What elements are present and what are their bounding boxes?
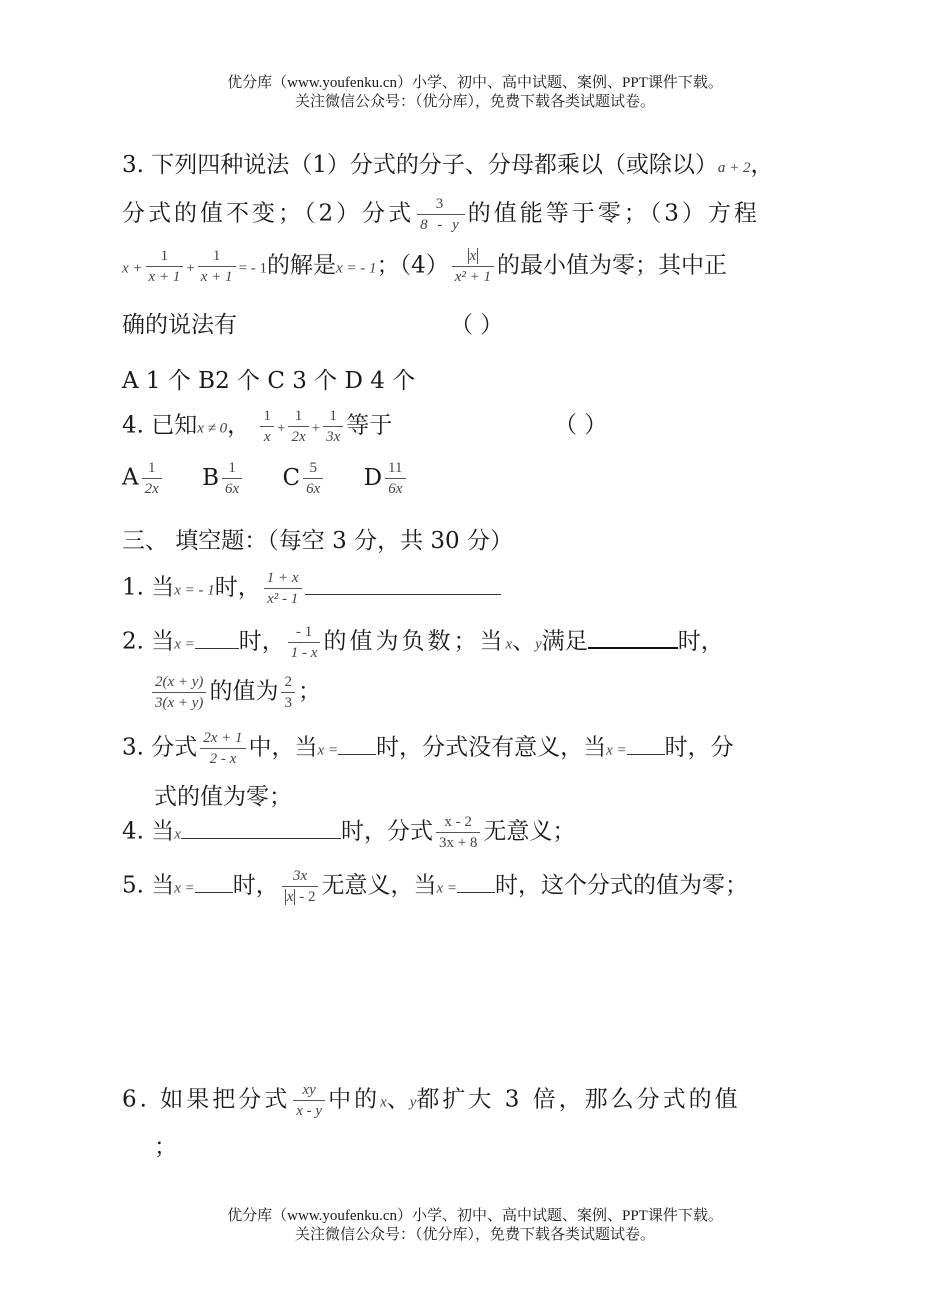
fill-5: 5. 当x = 时， $\frac{3x}{x - 2}$ 无意义，当x = 时，这个分式的值为零； — [122, 868, 748, 905]
q4-option-d-fraction: $\frac{11}{6x}$ — [385, 458, 405, 499]
fill-1: 1. 当x = - 1时， $\frac{1 + x}{\text{x² - 1}}$ — [122, 568, 832, 609]
page-footer-line2: 关注微信公众号：（优分库），免费下载各类试题试卷。 — [294, 1227, 655, 1243]
fill-3-blank-1[interactable] — [338, 736, 376, 755]
page-footer-line1: 优分库（www.youfenku.cn）小学、初中、高中试题、案例、PPT课件下载。 — [227, 1208, 723, 1224]
q4-fraction-2: $\frac{1}{2x}$ — [288, 406, 308, 447]
q3-math-a: a + 2 — [717, 160, 751, 176]
fill-2-fraction-1: $\frac{- 1}{1 - x}$ — [288, 622, 321, 663]
fill-6-line2: ； — [154, 1134, 177, 1160]
fill-4-fraction: $\frac{x - 2}{3x + 8}$ — [436, 812, 480, 853]
fill-5-blank-1[interactable] — [195, 874, 233, 893]
fill-2-fraction-3: $\frac{2}{3}$ — [281, 672, 295, 713]
q3-line4: 确的说法有 （ ） — [122, 306, 832, 339]
fill-5-blank-2[interactable] — [457, 874, 495, 893]
fill-3-fraction: $\frac{2x + 1}{2 - x}$ — [200, 728, 245, 769]
fill-5-fraction: $\frac{3x}{x - 2}$ — [282, 866, 319, 907]
fill-2-fraction-2: $\frac{2(x + y)}{3(x + y)}$ — [152, 672, 206, 713]
q3-line3: x + $\frac{1}{x + 1}$ + $\frac{1}{x + 1}$ = - 1的解是x = - 1；（4） $\frac{x}{\text{x² + 1}}$ 的最小值为零；其中正 — [122, 248, 727, 285]
q3-options: A 1 个 B2 个 C 3 个 D 4 个 — [122, 368, 416, 394]
fill-3-line1: 3. 分式 $\frac{2x + 1}{2 - x}$ 中，当x = 时，分式没有意义，当x = 时，分 — [122, 730, 734, 767]
page-header-line2: 关注微信公众号：（优分库），免费下载各类试题试卷。 — [294, 94, 655, 110]
fill-2-line1: 2. 当x = 时， $\frac{- 1}{1 - x}$ 的值为负数；当x、y满足 时， — [122, 624, 724, 661]
fill-1-blank[interactable] — [305, 576, 501, 595]
fill-3-line2: 式的值为零； — [154, 784, 292, 810]
q3-line1: 3. 下列四种说法（1）分式的分子、分母都乘以（或除以）a + 2， — [122, 152, 774, 178]
q4-option-a-fraction: $\frac{1}{2x}$ — [142, 458, 162, 499]
q4-fraction-1: $\frac{1}{x}$ — [260, 406, 274, 447]
q4-line1: 4. 已知x ≠ 0， $\frac{1}{x}$ + $\frac{1}{2x}$ + $\frac{1}{3x}$ 等于 （ ） — [122, 408, 608, 445]
fill-6-line1: 6. 如果把分式 $\frac{xy}{x - y}$ 中的x、y都扩大 3 倍，那么分式的值 — [122, 1082, 741, 1119]
fill-6-fraction: $\frac{xy}{x - y}$ — [293, 1080, 325, 1121]
q3-line2: 分式的值不变；（2）分式 $\frac{3}{8 - y}$ 的值能等于零；（3）方程 — [122, 196, 760, 233]
q4-option-b-fraction: $\frac{1}{6x}$ — [222, 458, 242, 499]
q3-answer-paren: （ ） — [450, 312, 504, 338]
fill-4: 4. 当x 时，分式 $\frac{x - 2}{3x + 8}$ 无意义； — [122, 814, 576, 851]
fill-2-blank-1[interactable] — [195, 630, 239, 649]
q4-option-c-fraction: $\frac{5}{6x}$ — [303, 458, 323, 499]
page-header-line1: 优分库（www.youfenku.cn）小学、初中、高中试题、案例、PPT课件下载。 — [227, 75, 723, 91]
q3-eq-fraction-1: $\frac{1}{x + 1}$ — [146, 246, 184, 287]
fill-2-line2: $\frac{2(x + y)}{3(x + y)}$ 的值为 $\frac{2}{3}$ ； — [122, 672, 832, 713]
q4-options: A $\frac{1}{2x}$ B $\frac{1}{6x}$ C $\frac{5}{6x}$ D $\frac{11}{6x}$ — [122, 458, 832, 499]
section-3-title: 三、 填空题：（每空 3 分，共 30 分） — [122, 528, 513, 554]
q3-fraction-2: $\frac{3}{8 - y}$ — [417, 194, 465, 235]
fill-4-blank[interactable] — [181, 820, 341, 839]
q3-fraction-4: $\frac{x}{\text{x² + 1}}$ — [452, 246, 494, 287]
q4-answer-paren: （ ） — [554, 412, 608, 438]
q4-fraction-3: $\frac{1}{3x}$ — [323, 406, 343, 447]
fill-3-blank-2[interactable] — [627, 736, 665, 755]
fill-1-fraction: $\frac{1 + x}{\text{x² - 1}}$ — [264, 568, 302, 609]
q3-eq-fraction-2: $\frac{1}{x + 1}$ — [198, 246, 236, 287]
fill-2-blank-2[interactable] — [588, 629, 678, 649]
